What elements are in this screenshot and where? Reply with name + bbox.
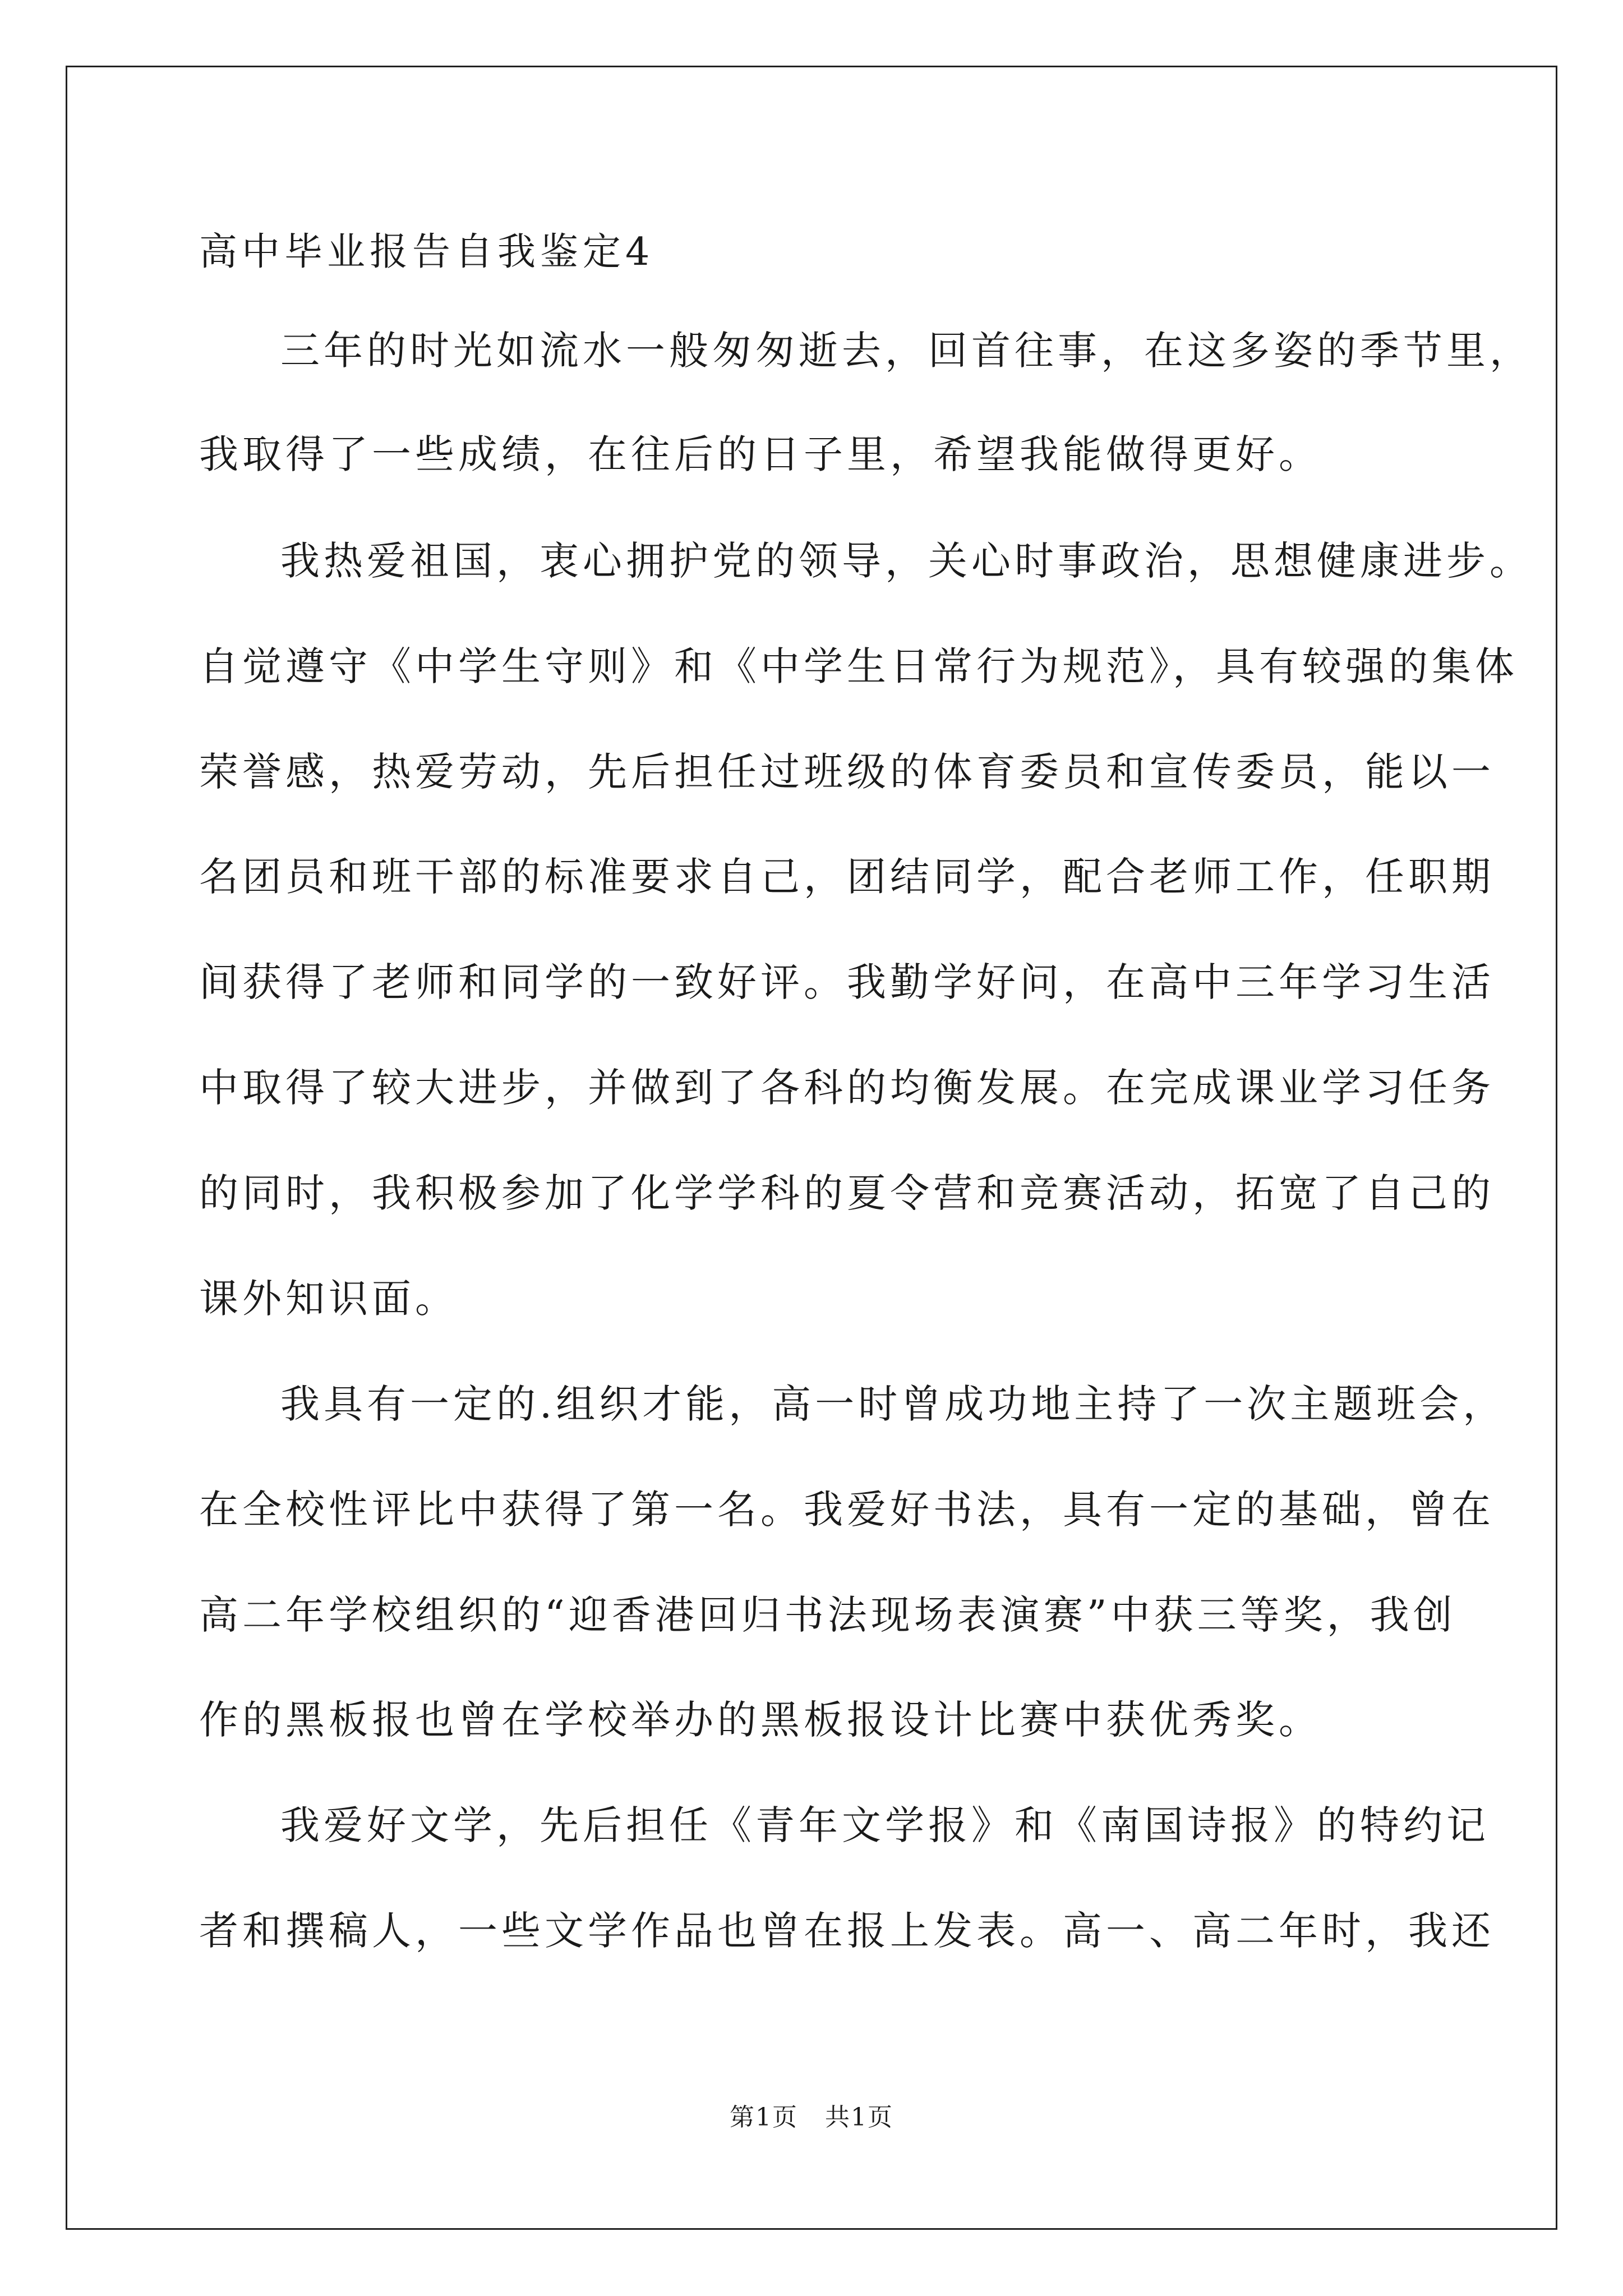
paragraph-line: 我热爱祖国，衷心拥护党的领导，关心时事政治，思想健康进步。 (280, 538, 1533, 584)
paragraph-line: 三年的时光如流水一般匆匆逝去，回首往事，在这多姿的季节里， (280, 328, 1533, 374)
paragraph-line: 在全校性评比中获得了第一名。我爱好书法，具有一定的基础，曾在 (199, 1487, 1495, 1533)
paragraph-line: 荣誉感，热爱劳动，先后担任过班级的体育委员和宣传委员，能以一 (199, 749, 1495, 795)
paragraph-line: 的同时，我积极参加了化学学科的夏令营和竞赛活动，拓宽了自己的 (199, 1170, 1495, 1216)
paragraph-line: 我具有一定的.组织才能，高一时曾成功地主持了一次主题班会， (280, 1381, 1506, 1427)
paragraph-line: 间获得了老师和同学的一致好评。我勤学好问，在高中三年学习生活 (199, 959, 1495, 1005)
paragraph-line: 作的黑板报也曾在学校举办的黑板报设计比赛中获优秀奖。 (199, 1697, 1322, 1743)
paragraph-line: 自觉遵守《中学生守则》和《中学生日常行为规范》，具有较强的集体 (199, 643, 1518, 689)
paragraph-line: 中取得了较大进步，并做到了各科的均衡发展。在完成课业学习任务 (199, 1065, 1495, 1111)
paragraph-line: 名团员和班干部的标准要求自己，团结同学，配合老师工作，任职期 (199, 854, 1495, 900)
paragraph-line: 我爱好文学，先后担任《青年文学报》和《南国诗报》的特约记 (280, 1802, 1490, 1848)
paragraph-line: 者和撰稿人，一些文学作品也曾在报上发表。高一、高二年时，我还 (199, 1908, 1495, 1954)
paragraph-line: 高二年学校组织的“迎香港回归书法现场表演赛”中获三等奖，我创 (199, 1592, 1456, 1638)
page-number-footer: 第1页 共1页 (730, 2103, 893, 2132)
paragraph-line: 我取得了一些成绩，在往后的日子里，希望我能做得更好。 (199, 431, 1322, 477)
document-title: 高中毕业报告自我鉴定4 (199, 230, 654, 274)
paragraph-line: 课外知识面。 (199, 1276, 458, 1322)
